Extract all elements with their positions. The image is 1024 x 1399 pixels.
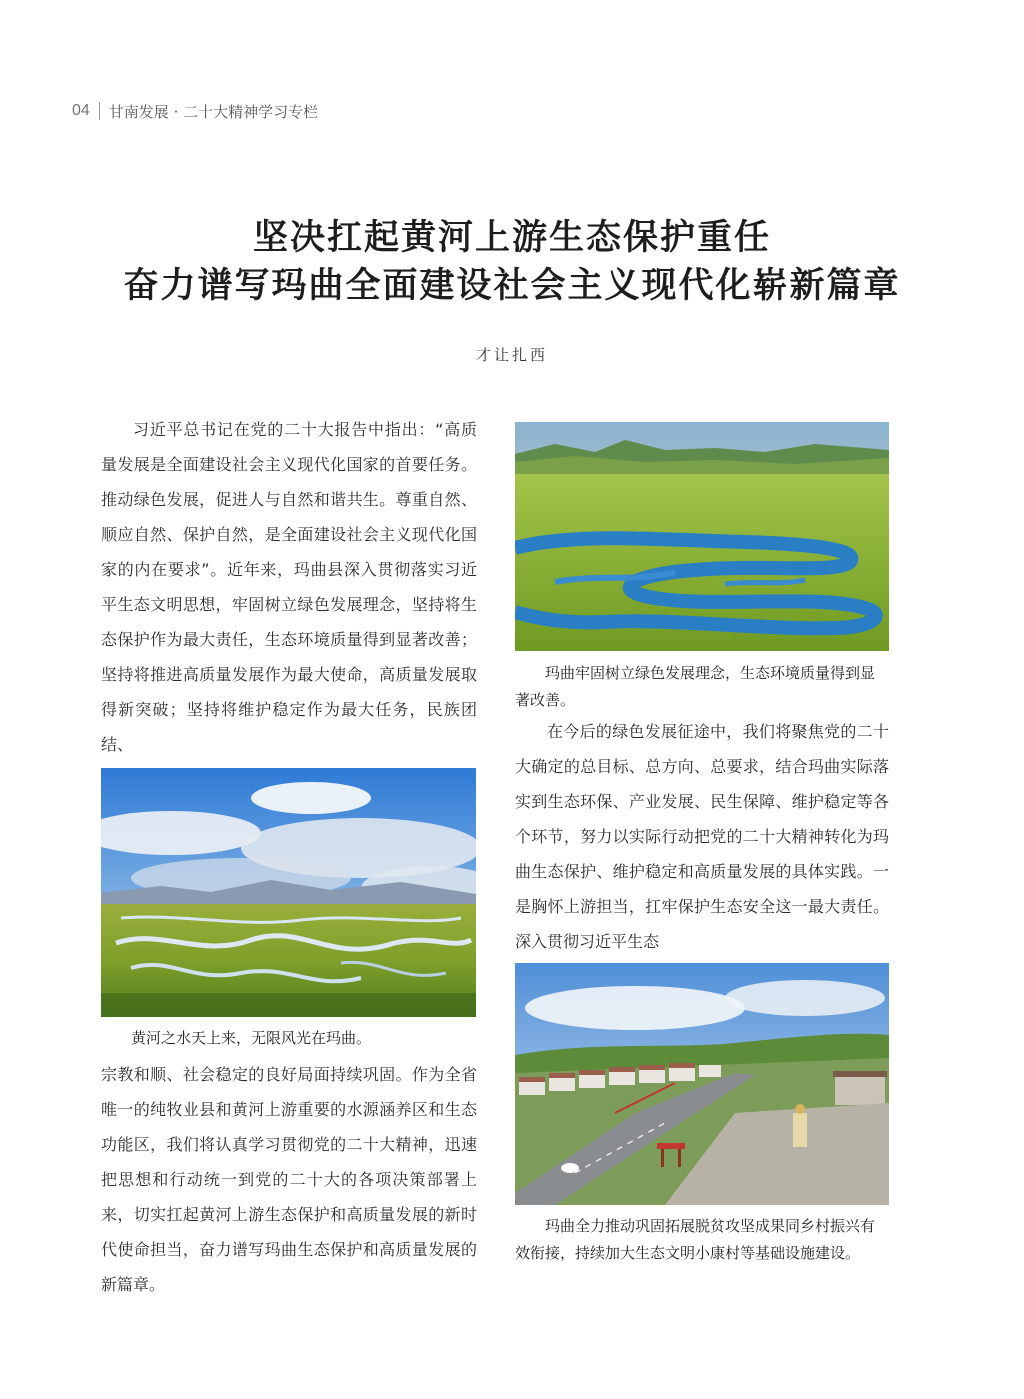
body-paragraph-1: 习近平总书记在党的二十大报告中指出：“高质量发展是全面建设社会主义现代化国家的首要任务。推动绿色发展，促进人与自然和谐共生。尊重自然、顺应自然、保护自然，是全面建设社会主义现代化国家的内在要求”。近年来，玛曲县深入贯彻落实习近平生态文明思想，牢固树立绿色发展理念，坚持将生态保护作为最大责任，生态环境质量得到显著改善；坚持将推进高质量发展作为最大使命，高质量发展取得新突破；坚持将维护稳定作为最大任务，民族团结、 — [101, 420, 477, 754]
meandering-river-photo — [101, 768, 476, 1017]
article-title — [0, 214, 1024, 310]
running-header — [72, 100, 318, 122]
page-number: 04 — [72, 102, 90, 119]
section-name: 甘南发展 · 二十大精神学习专栏 — [108, 102, 319, 121]
title-line-2: 奋力谱写玛曲全面建设社会主义现代化崭新篇章 — [123, 265, 901, 306]
village-construction-photo — [515, 963, 889, 1205]
grassland-wetland-photo — [515, 422, 889, 651]
body-paragraph-1-continued: 宗教和顺、社会稳定的良好局面持续巩固。作为全省唯一的纯牧业县和黄河上游重要的水源涵养区和生态功能区，我们将认真学习贯彻党的二十大精神，迅速把思想和行动统一到党的二十大的各项决策部署上来，切实扛起黄河上游生态保护和高质量发展的新时代使命担当，奋力谱写玛曲生态保护和高质量发展的新篇章。 — [101, 1065, 477, 1294]
photo-2-caption: 玛曲牢固树立绿色发展理念，生态环境质量得到显著改善。 — [515, 664, 876, 709]
photo-1-caption: 黄河之水天上来，无限风光在玛曲。 — [131, 1029, 372, 1047]
header-divider — [99, 102, 100, 120]
body-paragraph-2: 在今后的绿色发展征途中，我们将聚焦党的二十大确定的总目标、总方向、总要求，结合玛曲实际落实到生态环保、产业发展、民生保障、维护稳定等各个环节，努力以实际行动把党的二十大精神转化为玛曲生态保护、维护稳定和高质量发展的具体实践。一是胸怀上游担当，扛牢保护生态安全这一最大责任。深入贯彻习近平生态 — [515, 722, 889, 951]
author-name: 才让扎西 — [475, 346, 548, 364]
title-line-1: 坚决扛起黄河上游生态保护重任 — [252, 217, 771, 258]
photo-3-caption: 玛曲全力推动巩固拓展脱贫攻坚成果同乡村振兴有效衔接，持续加大生态文明小康村等基础设施建设。 — [515, 1217, 876, 1262]
